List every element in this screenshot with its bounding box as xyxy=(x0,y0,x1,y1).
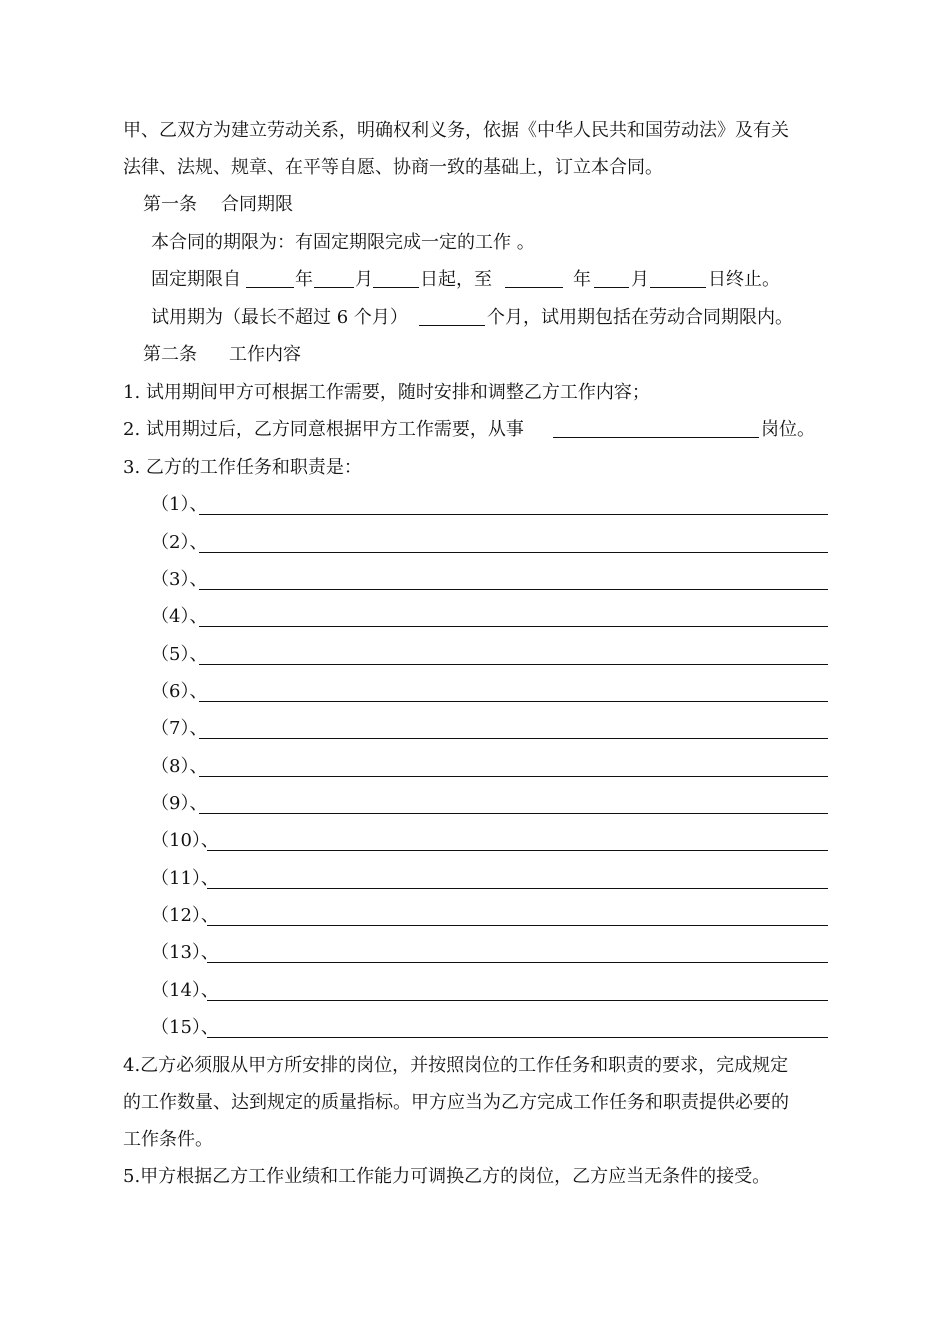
duty-row xyxy=(0,901,950,931)
duty-label: （9）、 xyxy=(151,793,208,814)
duty-line-blank[interactable] xyxy=(199,813,828,814)
duty-label: （13）、 xyxy=(151,942,219,963)
work-item-4-line-3 xyxy=(0,1125,950,1155)
intro-text-2: 法律、法规、规章、在平等自愿、协商一致的基础上，订立本合同。 xyxy=(123,157,663,178)
end-day-blank[interactable] xyxy=(650,287,706,288)
probation-line xyxy=(0,303,950,333)
start-year-blank[interactable] xyxy=(246,287,294,288)
end-month-blank[interactable] xyxy=(594,287,629,288)
duty-row xyxy=(0,826,950,856)
work-item-2 xyxy=(0,415,950,445)
duty-line-blank[interactable] xyxy=(199,626,828,627)
work-item-4-text-2: 的工作数量、达到规定的质量指标。甲方应当为乙方完成工作任务和职责提供必要的 xyxy=(123,1092,789,1113)
contract-term-line xyxy=(0,228,950,258)
duty-line-blank[interactable] xyxy=(199,776,828,777)
start-month-blank[interactable] xyxy=(314,287,354,288)
position-blank[interactable] xyxy=(553,437,759,438)
duty-row xyxy=(0,789,950,819)
duty-row xyxy=(0,602,950,632)
probation-prefix: 试用期为（最长不超过 6 个月） xyxy=(151,307,408,328)
article-1-heading xyxy=(0,190,950,220)
duty-row xyxy=(0,528,950,558)
start-day-blank[interactable] xyxy=(373,287,419,288)
duty-line-blank[interactable] xyxy=(207,850,828,851)
duty-label: （15）、 xyxy=(151,1017,219,1038)
work-item-2-suffix: 岗位。 xyxy=(761,419,815,440)
intro-line-2 xyxy=(0,153,950,183)
end-day-label: 日终止。 xyxy=(708,269,780,290)
contract-term-text: 本合同的期限为：有固定期限完成一定的工作 。 xyxy=(151,232,535,253)
duty-label: （11）、 xyxy=(151,868,219,889)
work-item-4-line-1 xyxy=(0,1051,950,1081)
article-1-title: 合同期限 xyxy=(221,194,293,215)
work-item-5-text: 5.甲方根据乙方工作业绩和工作能力可调换乙方的岗位，乙方应当无条件的接受。 xyxy=(123,1166,771,1187)
fixed-term-line xyxy=(0,265,950,295)
duty-label: （1）、 xyxy=(151,494,208,515)
start-month-label: 月 xyxy=(355,269,373,290)
duty-label: （6）、 xyxy=(151,681,208,702)
work-item-1 xyxy=(0,378,950,408)
start-year-label: 年 xyxy=(295,269,313,290)
duty-label: （12）、 xyxy=(151,905,219,926)
duty-line-blank[interactable] xyxy=(207,1000,828,1001)
duty-row xyxy=(0,490,950,520)
duty-row xyxy=(0,1013,950,1043)
end-month-label: 月 xyxy=(631,269,649,290)
duty-row xyxy=(0,752,950,782)
duty-line-blank[interactable] xyxy=(199,664,828,665)
duty-label: （3）、 xyxy=(151,569,208,590)
work-item-3-text: 3. 乙方的工作任务和职责是： xyxy=(123,457,362,478)
article-1-number: 第一条 xyxy=(143,194,197,215)
work-item-2-prefix: 2. 试用期过后，乙方同意根据甲方工作需要，从事 xyxy=(123,419,524,440)
duty-line-blank[interactable] xyxy=(207,925,828,926)
duty-line-blank[interactable] xyxy=(199,738,828,739)
work-item-4-text-1: 4.乙方必须服从甲方所安排的岗位，并按照岗位的工作任务和职责的要求，完成规定 xyxy=(123,1055,789,1076)
intro-text-1: 甲、乙双方为建立劳动关系，明确权利义务，依据《中华人民共和国劳动法》及有关 xyxy=(123,120,789,141)
duty-label: （10）、 xyxy=(151,830,219,851)
duty-row xyxy=(0,976,950,1006)
work-item-4-text-3: 工作条件。 xyxy=(123,1129,213,1150)
duty-label: （4）、 xyxy=(151,606,208,627)
duty-row xyxy=(0,640,950,670)
probation-suffix: 个月，试用期包括在劳动合同期限内。 xyxy=(487,307,793,328)
duty-row xyxy=(0,677,950,707)
duty-label: （2）、 xyxy=(151,532,208,553)
duty-line-blank[interactable] xyxy=(199,552,828,553)
duty-row xyxy=(0,565,950,595)
article-2-number: 第二条 xyxy=(143,344,197,365)
article-2-heading xyxy=(0,340,950,370)
intro-line-1 xyxy=(0,116,950,146)
duty-line-blank[interactable] xyxy=(199,589,828,590)
work-item-1-text: 1. 试用期间甲方可根据工作需要，随时安排和调整乙方工作内容； xyxy=(123,382,650,403)
duty-label: （14）、 xyxy=(151,980,219,1001)
duty-row xyxy=(0,864,950,894)
duty-row xyxy=(0,714,950,744)
duty-line-blank[interactable] xyxy=(199,701,828,702)
duty-label: （7）、 xyxy=(151,718,208,739)
work-item-4-line-2 xyxy=(0,1088,950,1118)
duty-line-blank[interactable] xyxy=(207,888,828,889)
duty-line-blank[interactable] xyxy=(207,1037,828,1038)
work-item-3 xyxy=(0,453,950,483)
article-2-title: 工作内容 xyxy=(229,344,301,365)
duty-label: （5）、 xyxy=(151,644,208,665)
probation-months-blank[interactable] xyxy=(419,325,485,326)
start-day-label: 日起，至 xyxy=(420,269,492,290)
duty-line-blank[interactable] xyxy=(207,962,828,963)
duty-line-blank[interactable] xyxy=(199,514,828,515)
end-year-label: 年 xyxy=(573,269,591,290)
end-year-blank[interactable] xyxy=(505,287,563,288)
duty-row xyxy=(0,938,950,968)
fixed-term-prefix: 固定期限自 xyxy=(151,269,241,290)
work-item-5 xyxy=(0,1162,950,1192)
duty-label: （8）、 xyxy=(151,756,208,777)
